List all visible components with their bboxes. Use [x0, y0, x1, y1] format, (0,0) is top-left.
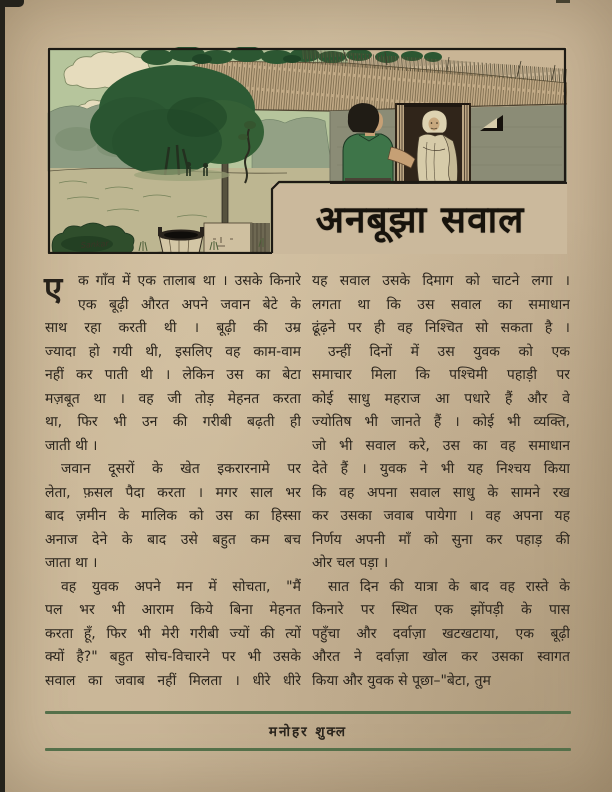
- text-line: क्यों है?" बहुत सोच-विचारने पर भी उसके: [45, 649, 301, 665]
- left-text-column: [45, 270, 301, 693]
- text-line: क गाँव में एक तालाब था । उसके किनारे: [78, 273, 301, 289]
- divider-rule-bottom: [45, 748, 571, 751]
- text-line: पहुँचा और दर्वाज़ा खटखटाया, एक बूढ़ी: [312, 625, 570, 642]
- text-line: एक बूढ़ी औरत अपने जवान बेटे के: [78, 296, 301, 313]
- text-line: नहीं कर पाती थी । लेकिन उस का बेटा: [45, 367, 301, 383]
- text-line: लेता, फ़सल पैदा करता । मगर साल भर: [45, 484, 301, 501]
- scan-edge-corner: [0, 0, 24, 7]
- text-line: जो भी सवाल करे, उस का वह समाधान: [312, 437, 570, 454]
- text-line: ढूंढ़ने पर ही वह निश्चित सो सकता है ।: [312, 320, 570, 336]
- text-line: यह सवाल उसके दिमाग को चाटने लगा ।: [312, 273, 570, 289]
- text-line: किया और युवक से पूछा–"बेटा, तुम: [312, 672, 491, 689]
- text-line: उन्हीं दिनों में उस युवक को एक: [328, 343, 570, 360]
- text-line: ज्यादा हो गयी थी, इसलिए वह काम-वाम: [45, 343, 301, 360]
- artist-signature: Sankar: [80, 239, 109, 250]
- text-line: पल भर भी आराम किये बिना मेहनत: [45, 602, 301, 618]
- text-line: था, फिर भी उन की गरीबी बढ़ती ही: [45, 414, 301, 430]
- text-line: वह युवक अपने मन में सोचता, "मैं: [61, 578, 301, 595]
- text-line: सवाल का जवाब नहीं मिलता । धीरे धीरे: [45, 672, 301, 689]
- text-line: मज़बूत था । वह जी तोड़ मेहनत करता: [45, 390, 301, 407]
- text-line: जवान दूसरों के खेत इकरारनामे पर: [61, 461, 301, 477]
- text-line: बाद ज़मीन के मालिक को उस का हिस्सा: [45, 508, 301, 524]
- scan-edge-dash: [556, 0, 570, 3]
- text-line: अनाज देने के बाद उसे बहुत कम बच: [45, 531, 301, 548]
- text-line: कर उसका जवाब पायेगा । वह अपना यह: [312, 508, 570, 524]
- text-line: लगता था कि उस सवाल का समाधान: [312, 296, 570, 313]
- text-line: सात दिन की यात्रा के बाद वह रास्ते के: [328, 578, 570, 595]
- text-line: कि वह अपना सवाल साधु के सामने रख: [312, 484, 570, 501]
- text-line: कोई साधु महराज आ पधारे हैं और वे: [312, 390, 570, 407]
- right-text-column: [312, 270, 570, 693]
- scan-edge-left: [0, 0, 5, 792]
- text-line: किनारे पर स्थित एक झोंपड़ी के पास: [312, 602, 570, 618]
- doorway: [395, 103, 471, 183]
- divider-rule-top: [45, 711, 571, 714]
- text-line: देते हैं । युवक ने भी यह निश्चय किया: [312, 461, 570, 477]
- drop-cap: ए: [44, 269, 63, 308]
- text-line: औरत ने दर्वाज़ा खोल कर उसका स्वागत: [312, 649, 570, 665]
- author-name: मनोहर शुक्ल: [268, 724, 348, 740]
- text-line: समाचार मिला कि पश्चिमी पहाड़ी पर: [312, 367, 570, 383]
- text-line: ओर चल पड़ा ।: [312, 555, 389, 571]
- story-title: अनबूझा सवाल: [315, 197, 525, 241]
- text-line: ज्योतिष भी जानते हैं । कोई भी व्यक्ति,: [312, 414, 570, 430]
- text-line: जाती थी ।: [45, 437, 98, 454]
- text-line: साथ रहा करती थी । बूढ़ी की उम्र: [45, 320, 301, 336]
- text-line: निर्णय अपनी माँ को सुना कर पहाड़ की: [312, 531, 570, 548]
- text-line: करता हूँ, फिर भी मेरी गरीबी ज्यों की त्यों: [45, 625, 301, 642]
- text-line: जाता था ।: [45, 555, 98, 571]
